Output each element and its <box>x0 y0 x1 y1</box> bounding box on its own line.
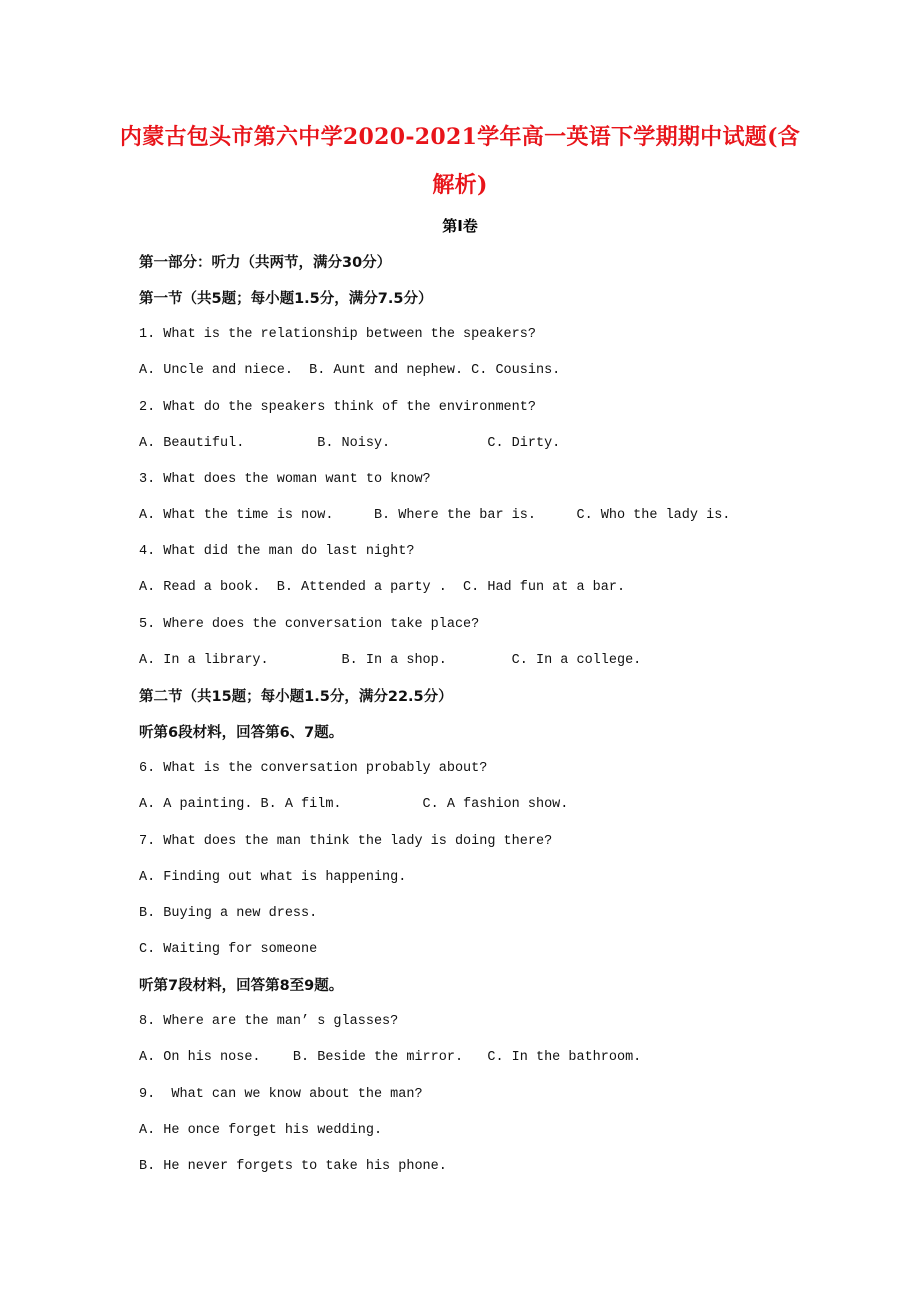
question-line: 8. Where are the man’ s glasses? <box>139 1014 399 1030</box>
question-line: A. On his nose. B. Beside the mirror. C. In the bathroom. <box>139 1050 642 1066</box>
question-line: 3. What does the woman want to know? <box>139 471 431 487</box>
question-line: 9. What can we know about the man? <box>139 1086 423 1102</box>
question-line: 7. What does the man think the lady is doing there? <box>139 833 553 849</box>
question-line: 4. What did the man do last night? <box>139 544 415 560</box>
section-heading: 第二节（共15题；每小题1.5分，满分22.5分） <box>139 688 453 705</box>
question-line: A. What the time is now. B. Where the bar is. C. Who the lady is. <box>139 508 731 524</box>
question-line: A. He once forget his wedding. <box>139 1122 383 1138</box>
section-heading: 听第7段材料，回答第8至9题。 <box>139 978 344 995</box>
question-line: B. He never forgets to take his phone. <box>139 1158 447 1174</box>
section-heading: 听第6段材料，回答第6、7题。 <box>139 725 344 742</box>
section-heading: 第一节（共5题；每小题1.5分，满分7.5分） <box>139 291 433 308</box>
question-line: 6. What is the conversation probably about? <box>139 761 488 777</box>
question-line: 5. Where does the conversation take place? <box>139 616 480 632</box>
section-heading: 第一部分：听力（共两节，满分30分） <box>139 255 392 271</box>
document-body <box>139 251 879 1191</box>
question-line: C. Waiting for someone <box>139 941 318 957</box>
question-line: A. Finding out what is happening. <box>139 869 407 885</box>
document-title-line-1: 内蒙古包头市第六中学2020-2021学年高一英语下学期期中试题(含 <box>119 124 801 150</box>
question-line: 2. What do the speakers think of the environment? <box>139 399 536 415</box>
question-line: A. Beautiful. B. Noisy. C. Dirty. <box>139 435 561 451</box>
question-line: 1. What is the relationship between the speakers? <box>139 327 536 343</box>
volume-heading: 第Ⅰ卷 <box>442 217 478 235</box>
question-line: A. In a library. B. In a shop. C. In a college. <box>139 652 642 668</box>
question-line: A. Uncle and niece. B. Aunt and nephew. C. Cousins. <box>139 363 561 379</box>
question-line: A. Read a book. B. Attended a party . C. Had fun at a bar. <box>139 580 626 596</box>
question-line: B. Buying a new dress. <box>139 905 318 921</box>
question-line: A. A painting. B. A film. C. A fashion show. <box>139 797 569 813</box>
document-title-line-2: 解析) <box>432 172 488 198</box>
